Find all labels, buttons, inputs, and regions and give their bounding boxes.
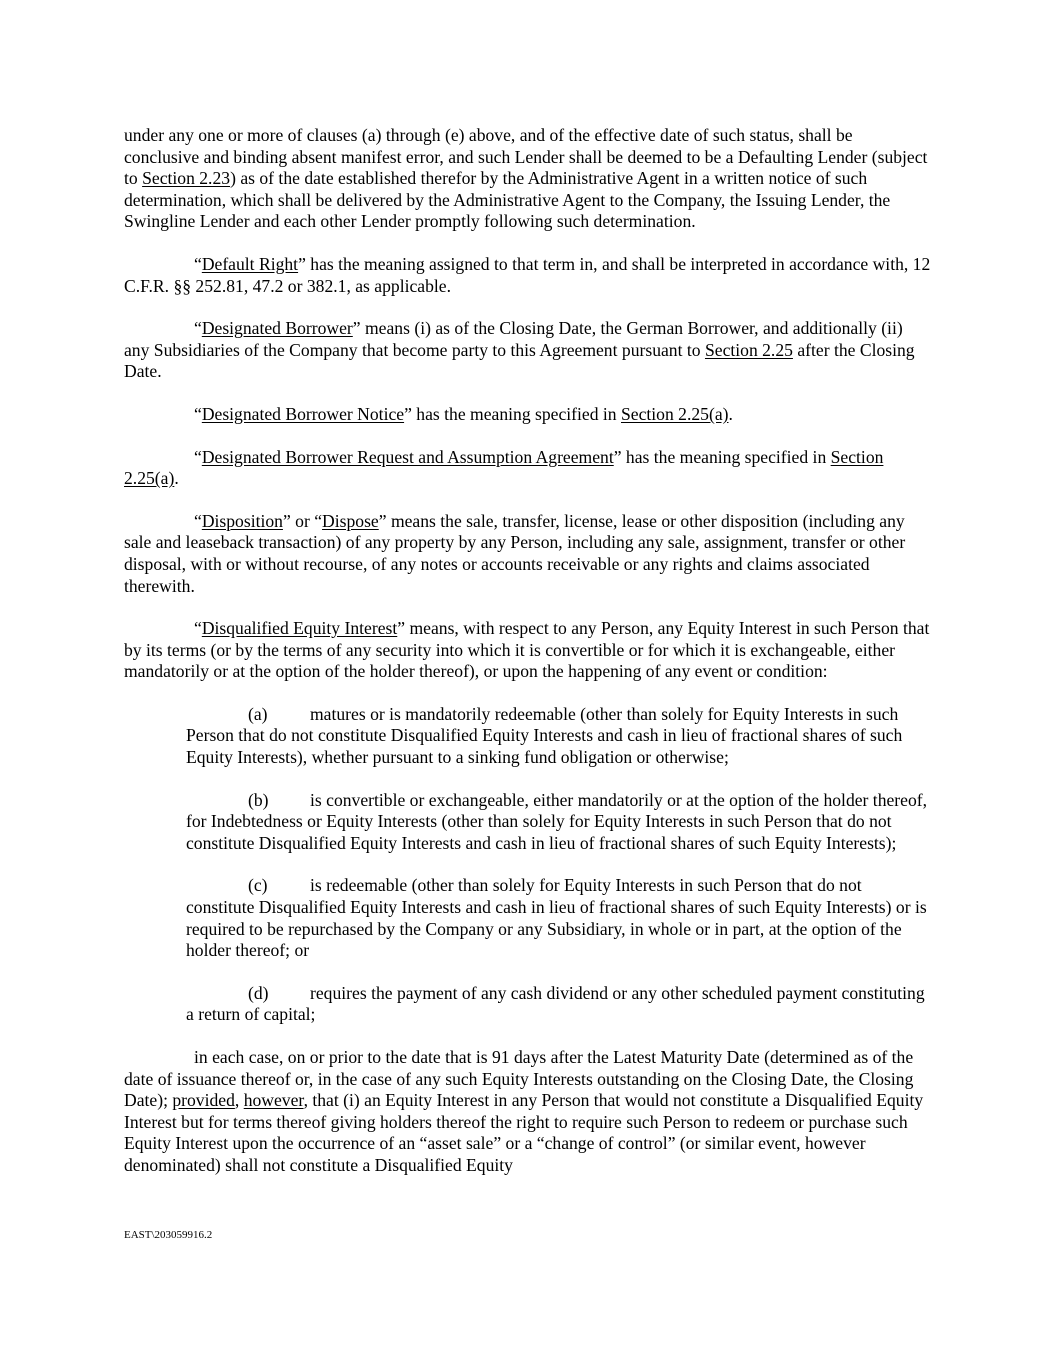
- underlined-term: Designated Borrower: [201, 318, 353, 339]
- text-run: ” has the meaning specified in: [404, 403, 621, 424]
- text-run: “: [194, 253, 202, 274]
- text-run: “: [194, 403, 202, 424]
- text-run: after the Closing Date.: [124, 339, 915, 382]
- underlined-term: Section 2.25: [704, 339, 793, 360]
- underlined-term: Default Right: [201, 253, 299, 274]
- underlined-term: Disqualified Equity Interest: [201, 618, 398, 639]
- text-run: requires the payment of any cash dividend or any other scheduled payment constituting a return of capital;: [186, 982, 925, 1025]
- subclause-paragraph: [186, 983, 932, 1026]
- underlined-term: Designated Borrower Notice: [201, 403, 405, 424]
- text-run: ,: [234, 1090, 244, 1111]
- text-run: , that (i) an Equity Interest in any Person that would not constitute a Disqualified Equity Interest but for terms thereof giving holders thereof the right to require such Person to redeem or purchase such Equity Interest upon the occurrence of an “asset sale” or a “change of control” (or similar event, however denominated) shall not constitute a Disqualified Equity: [124, 1090, 924, 1175]
- text-run: ” means, with respect to any Person, any Equity Interest in such Person that by its terms (or by the terms of any security into which it is convertible or for which it is exchangeable, either mandatorily or at the option of the holder thereof), or upon the happening of any event or condition:: [124, 618, 930, 682]
- definition-paragraph: [124, 404, 932, 426]
- definition-paragraph: [124, 511, 932, 597]
- underlined-term: Designated Borrower Request and Assumption Agreement: [201, 446, 614, 467]
- subclause-label: (c): [248, 875, 268, 896]
- text-run: .: [174, 468, 179, 489]
- subclause-paragraph: [186, 790, 932, 855]
- text-run: “: [194, 318, 202, 339]
- text-run: ” means (i) as of the Closing Date, the German Borrower, and additionally (ii) any Subsidiaries of the Company that become party to this Agreement pursuant to: [124, 318, 903, 360]
- definition-paragraph: [124, 1047, 932, 1177]
- definition-paragraph: [124, 318, 932, 383]
- underlined-term: Section 2.25(a): [124, 446, 884, 489]
- definition-paragraph: [124, 254, 932, 297]
- text-run: .: [728, 403, 733, 424]
- text-run: under any one or more of clauses (a) through (e) above, and of the effective date of such status, shall be conclusive and binding absent manifest error, and such Lender shall be deemed to be a Defaulting Lender (subject to: [124, 125, 928, 189]
- underlined-term: however: [243, 1090, 304, 1111]
- definition-paragraph: [124, 125, 932, 233]
- subclause-label: (a): [248, 703, 268, 724]
- subclause-paragraph: [186, 875, 932, 961]
- text-run: ” has the meaning assigned to that term in, and shall be interpreted in accordance with, 12 C.F.R. §§ 252.81, 47.2 or 382.1, as applicable.: [124, 253, 931, 296]
- text-run: is redeemable (other than solely for Equity Interests in such Person that do not constitute Disqualified Equity Interests and cash in lieu of fractional shares of such Equity Interests) or is required to be repurchased by the Company or any Subsidiary, in whole or in part, at the option of the holder thereof; or: [186, 875, 927, 961]
- text-run: in each case, on or prior to the date that is 91 days after the Latest Maturity Date (determined as of the date of issuance thereof or, in the case of any such Equity Interests outstanding on the Closing Date, the Closing Date);: [124, 1047, 914, 1111]
- underlined-term: Disposition: [201, 510, 283, 531]
- text-run: “: [194, 510, 202, 531]
- subclause-label: (d): [248, 982, 269, 1003]
- document-body: [124, 125, 932, 1198]
- text-run: ” has the meaning specified in: [613, 446, 831, 467]
- text-run: ” means the sale, transfer, license, lease or other disposition (including any sale and leaseback transaction) of any property by any Person, including any sale, assignment, transfer or other disposal, with or without recourse, of any notes or accounts receivable or any rights and claims associated therewith.: [124, 510, 906, 596]
- subclause-paragraph: [186, 704, 932, 769]
- text-run: “: [194, 446, 202, 467]
- definition-paragraph: [124, 618, 932, 683]
- text-run: ) as of the date established therefor by the Administrative Agent in a written notice of such determination, which shall be delivered by the Administrative Agent to the Company, the Issuing Lender, the Swingline Lender and each other Lender promptly following such determination.: [124, 168, 891, 232]
- underlined-term: Dispose: [322, 510, 379, 531]
- underlined-term: Section 2.23: [142, 168, 231, 189]
- underlined-term: Section 2.25(a): [621, 403, 729, 424]
- document-footer-id: EAST\203059916.2: [124, 1229, 213, 1241]
- text-run: matures or is mandatorily redeemable (other than solely for Equity Interests in such Person that do not constitute Disqualified Equity Interests and cash in lieu of fractional shares of such Equity Interests), whether pursuant to a sinking fund obligation or otherwise;: [186, 703, 903, 768]
- underlined-term: provided: [172, 1090, 235, 1111]
- text-run: “: [194, 618, 202, 639]
- text-run: ” or “: [282, 510, 323, 531]
- subclause-label: (b): [248, 789, 269, 810]
- definition-paragraph: [124, 447, 932, 490]
- text-run: is convertible or exchangeable, either mandatorily or at the option of the holder thereof, for Indebtedness or Equity Interests (other than solely for Equity Interests in such Person that do not constitute Disqualified Equity Interests and cash in lieu of fractional shares of such Equity Interests);: [186, 789, 928, 853]
